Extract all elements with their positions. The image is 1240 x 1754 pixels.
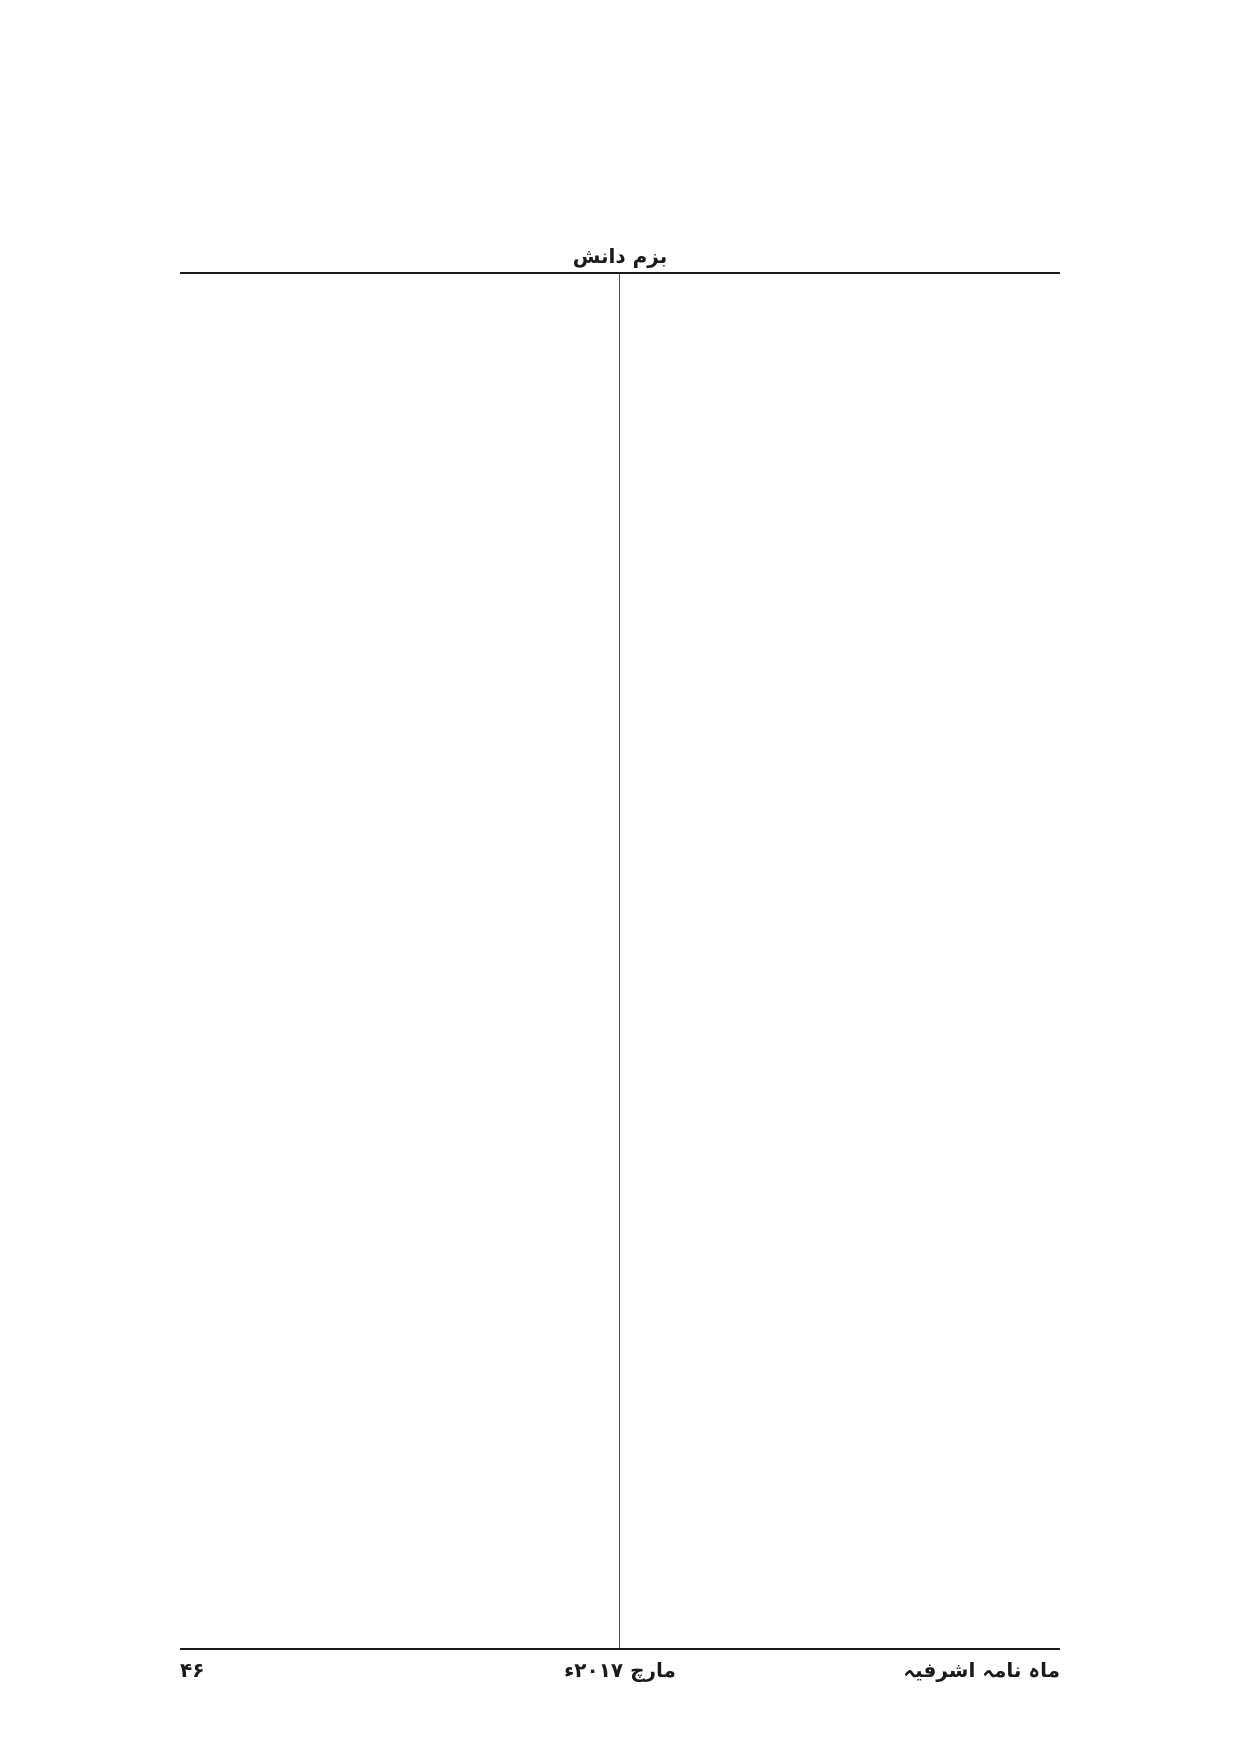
page-number: ۴۶ <box>180 1658 205 1682</box>
section-title: بزم دانش <box>572 244 668 268</box>
article-column-right <box>636 282 1056 1638</box>
article-column-left <box>186 282 606 1638</box>
header-rule <box>180 272 1060 274</box>
column-divider <box>619 274 620 1648</box>
footer-rule <box>180 1648 1060 1650</box>
issue-date: مارچ ۲۰۱۷ء <box>564 1658 676 1682</box>
magazine-name: ماہ نامہ اشرفیہ <box>903 1658 1060 1682</box>
